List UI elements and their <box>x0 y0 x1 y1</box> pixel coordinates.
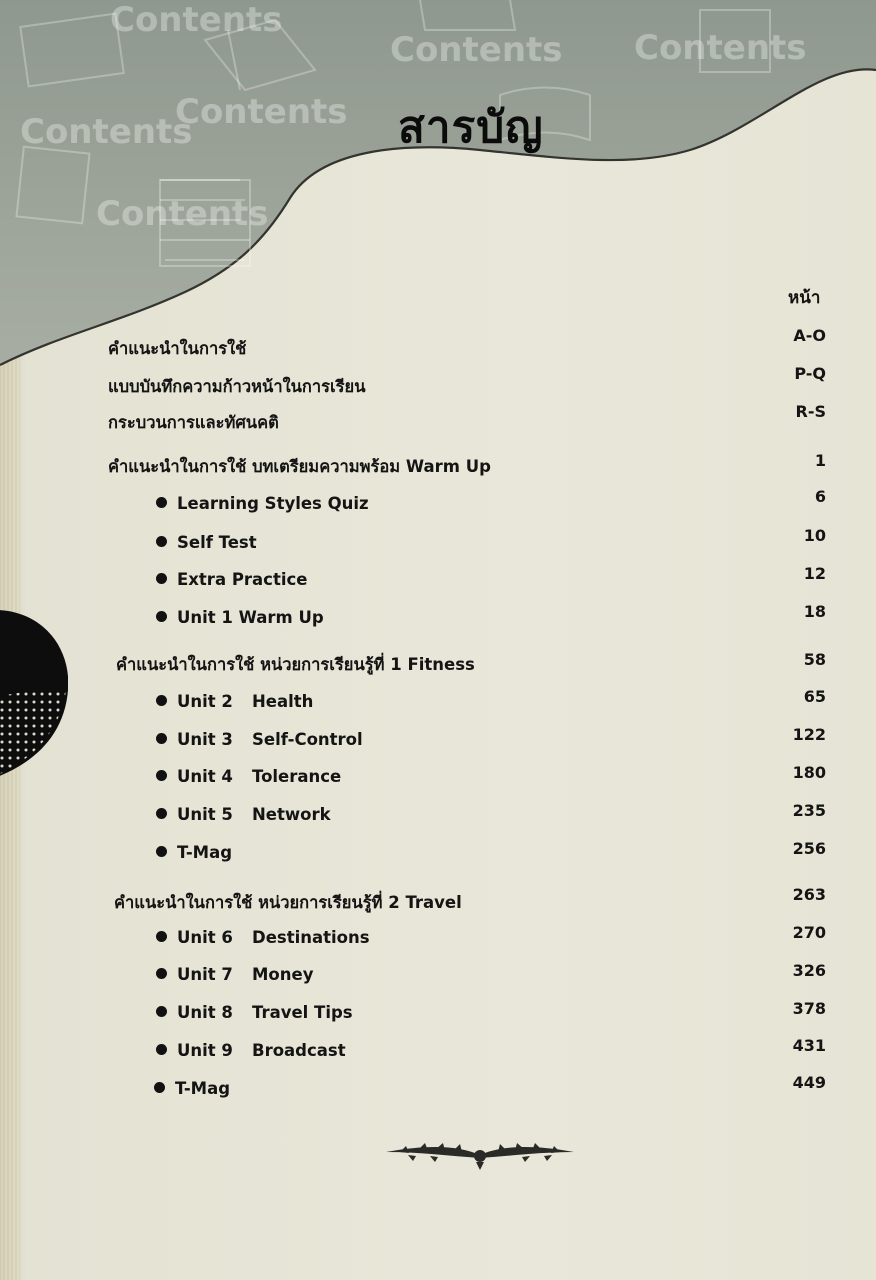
toc-page-number: 10 <box>803 526 826 545</box>
toc-entry <box>108 454 491 480</box>
watermark-text: Contents <box>634 28 807 68</box>
toc-page-number: 122 <box>792 725 826 744</box>
unit-number: Unit 3 <box>177 730 233 749</box>
toc-subentry <box>156 965 313 984</box>
toc-page-number: A-O <box>793 326 826 345</box>
toc-page-number: 12 <box>803 564 826 583</box>
bullet-icon <box>156 931 167 942</box>
toc-entry-text: Network <box>252 805 331 824</box>
watermark-text: Contents <box>96 194 269 234</box>
toc-page-number: 256 <box>792 839 826 858</box>
unit-number: Unit 4 <box>177 767 233 786</box>
toc-subentry <box>156 1003 353 1022</box>
toc-subentry <box>156 805 331 824</box>
toc-subentry <box>156 608 324 627</box>
toc-subentry <box>156 928 370 947</box>
toc-entry-text: Destinations <box>252 928 370 947</box>
binding-tab <box>0 602 68 792</box>
toc-entry <box>108 336 246 362</box>
bullet-icon <box>156 573 167 584</box>
toc-entry-text: Travel Tips <box>252 1003 353 1022</box>
toc-subentry <box>156 692 313 711</box>
unit-number: Unit 5 <box>177 805 233 824</box>
toc-entry-text: T-Mag <box>177 843 233 862</box>
bullet-icon <box>156 1044 167 1055</box>
toc-entry <box>116 652 475 678</box>
toc-entry <box>108 410 279 436</box>
toc-page-number: P-Q <box>794 364 826 383</box>
toc-page-number: 235 <box>792 801 826 820</box>
unit-number: Unit 8 <box>177 1003 233 1022</box>
toc-page-number: 431 <box>792 1036 826 1055</box>
toc-page-number: 6 <box>814 487 826 506</box>
bullet-icon <box>154 1082 165 1093</box>
toc-subentry <box>156 730 363 749</box>
toc-page-number: 326 <box>792 961 826 980</box>
bullet-icon <box>156 846 167 857</box>
toc-entry-text: Self-Control <box>252 730 363 749</box>
toc-entry-text: Health <box>252 692 314 711</box>
toc-entry-text: Money <box>252 965 314 984</box>
toc-entry-text: Tolerance <box>252 767 342 786</box>
unit-number: Unit 7 <box>177 965 233 984</box>
unit-number: Unit 2 <box>177 692 233 711</box>
watermark-text: Contents <box>110 0 283 40</box>
toc-page-number: 65 <box>803 687 826 706</box>
toc-entry-text: แบบบันทึกความก้าวหน้าในการเรียน <box>108 377 366 396</box>
toc-subentry <box>156 843 232 862</box>
toc-subentry <box>156 494 369 513</box>
toc-page-number: 1 <box>814 451 826 470</box>
toc-subentry <box>156 570 307 589</box>
toc-subentry <box>154 1079 230 1098</box>
toc-subentry <box>156 1041 346 1060</box>
toc-entry-text: Self Test <box>177 533 257 552</box>
bullet-icon <box>156 611 167 622</box>
toc-entry-text: Broadcast <box>252 1041 346 1060</box>
toc-subentry <box>156 533 257 552</box>
toc-page-number: 270 <box>792 923 826 942</box>
ornament-divider-icon <box>380 1138 580 1172</box>
bullet-icon <box>156 968 167 979</box>
toc-entry-text: Unit 1 Warm Up <box>177 608 324 627</box>
bullet-icon <box>156 733 167 744</box>
toc-entry <box>108 374 366 400</box>
toc-entry-text: Learning Styles Quiz <box>177 494 369 513</box>
toc-entry-text: คำแนะนำในการใช้ <box>108 339 247 358</box>
page-column-header: หน้า <box>788 288 821 308</box>
watermark-text: Contents <box>20 112 193 152</box>
toc-page-number: 18 <box>803 602 826 621</box>
toc-entry-text: กระบวนการและทัศนคติ <box>108 413 279 432</box>
bullet-icon <box>156 1006 167 1017</box>
toc-entry-text: T-Mag <box>175 1079 231 1098</box>
toc-subentry <box>156 767 341 786</box>
watermark-text: Contents <box>390 30 563 70</box>
bullet-icon <box>156 497 167 508</box>
toc-entry-text: คำแนะนำในการใช้ บทเตรียมความพร้อม Warm Up <box>108 457 491 476</box>
toc-entry-text: Extra Practice <box>177 570 308 589</box>
bullet-icon <box>156 808 167 819</box>
watermark-text: Contents <box>175 92 348 132</box>
toc-page-number: 180 <box>792 763 826 782</box>
toc-page-number: 263 <box>792 885 826 904</box>
toc-entry-text: คำแนะนำในการใช้ หน่วยการเรียนรู้ที่ 1 Fitness <box>116 655 475 674</box>
toc-page-number: R-S <box>795 402 826 421</box>
toc-entry-text: คำแนะนำในการใช้ หน่วยการเรียนรู้ที่ 2 Travel <box>114 893 462 912</box>
bullet-icon <box>156 695 167 706</box>
toc-page-number: 378 <box>792 999 826 1018</box>
bullet-icon <box>156 536 167 547</box>
unit-number: Unit 9 <box>177 1041 233 1060</box>
page-title: สารบัญ <box>398 102 544 153</box>
toc-entry <box>114 890 462 916</box>
toc-page-number: 58 <box>803 650 826 669</box>
unit-number: Unit 6 <box>177 928 233 947</box>
bullet-icon <box>156 770 167 781</box>
toc-page-number: 449 <box>792 1073 826 1092</box>
